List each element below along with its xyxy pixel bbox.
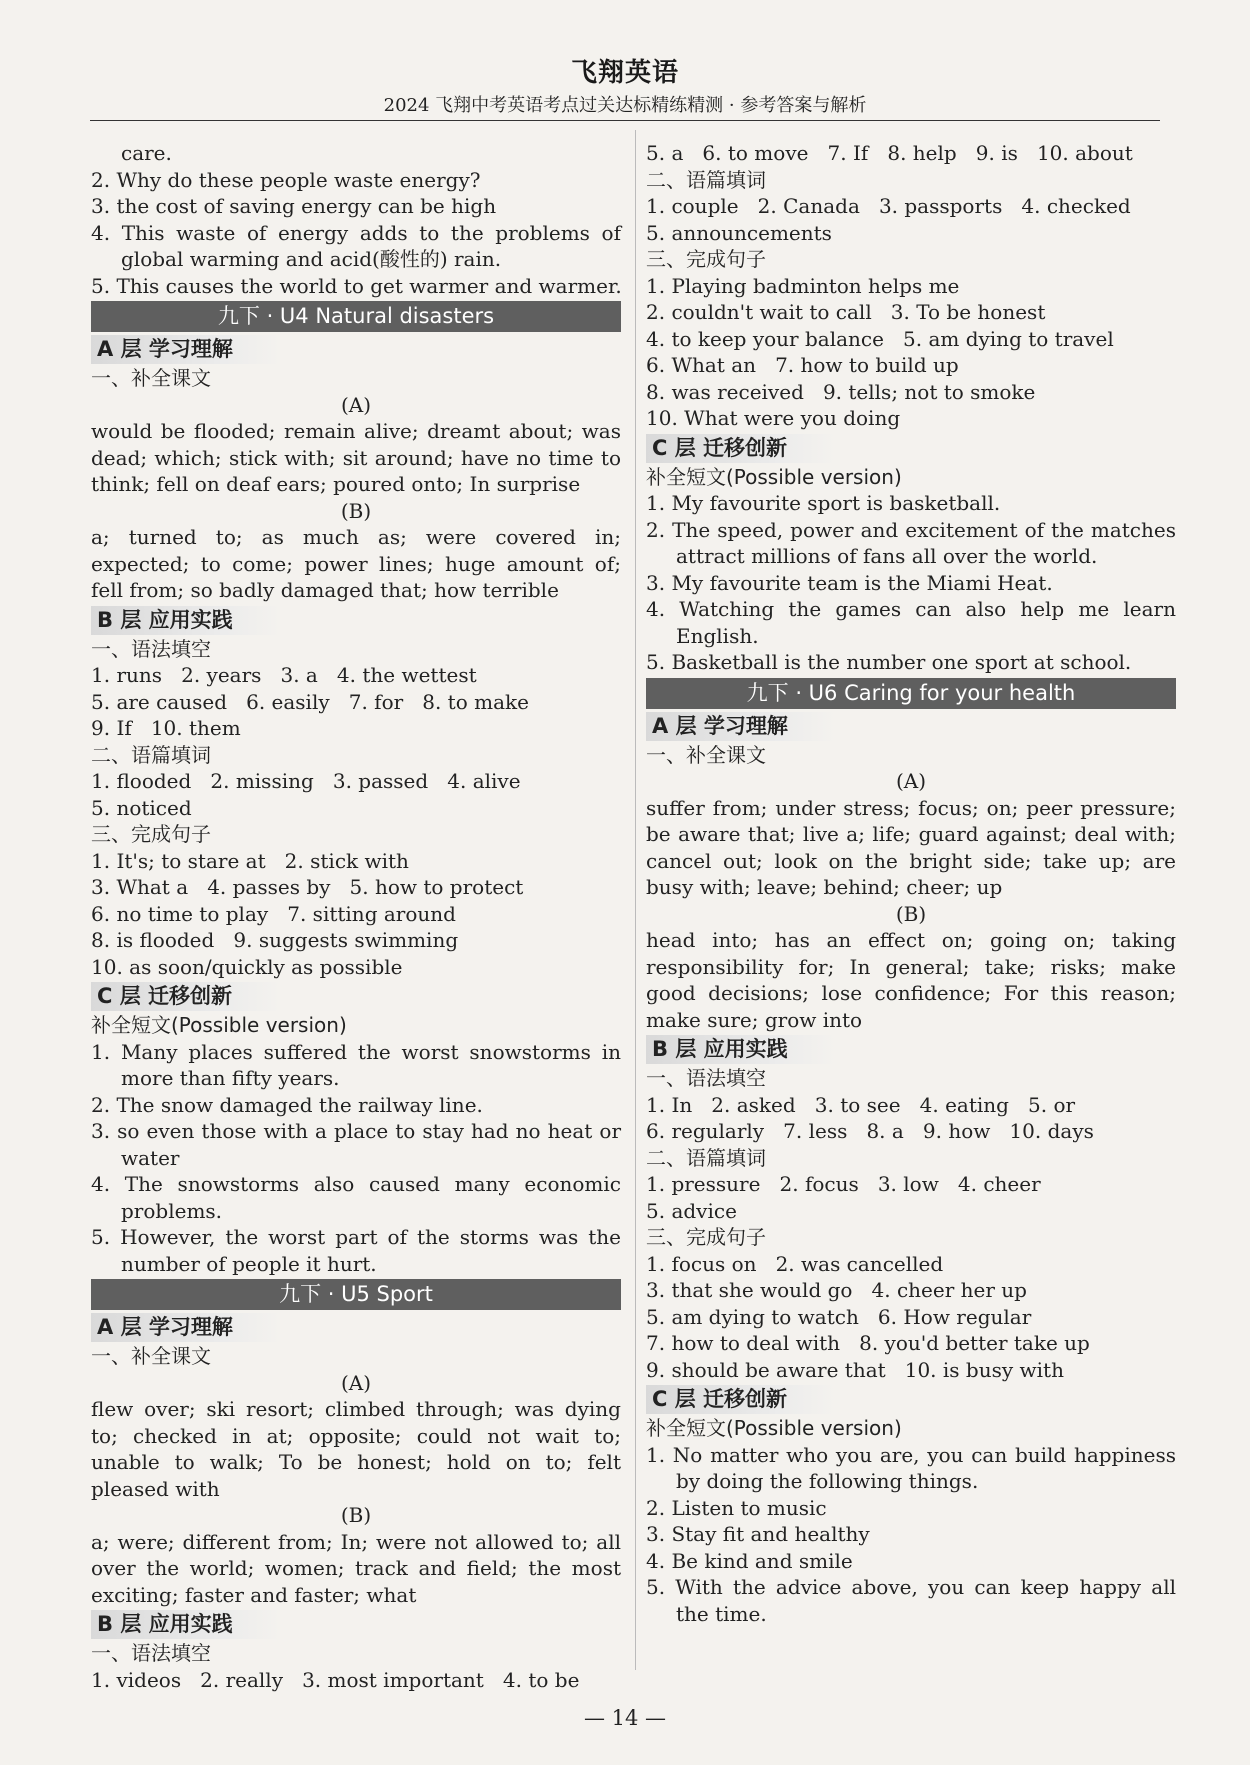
answer-line: 2. Listen to music [646, 1495, 827, 1520]
answer-line: 1. Playing badminton helps me [646, 273, 960, 298]
answer-line: 5. However, the worst part of the storms was the number of people it hurt. [91, 1225, 621, 1276]
intro-line: care. [121, 141, 172, 165]
level-a-heading: A 层 学习理解 [646, 712, 836, 741]
section-heading: 补全短文(Possible version) [646, 1416, 902, 1440]
section-heading: 一、补全课文 [91, 1344, 211, 1368]
answer-line: 1. pressure 2. focus 3. low 4. cheer [646, 1172, 1041, 1196]
section-heading: 一、语法填空 [91, 636, 211, 661]
unit-title-u6: 九下 · U6 Caring for your health [646, 678, 1176, 709]
book-subtitle: 2024 飞翔中考英语考点过关达标精练精测 · 参考答案与解析 [90, 91, 1160, 121]
answer-line: 5. Basketball is the number one sport at school. [646, 650, 1132, 674]
answer-line: 1. In 2. asked 3. to see 4. eating 5. or [646, 1092, 1076, 1117]
answer-line: 3. Stay fit and healthy [646, 1522, 870, 1546]
brand-logo: 飞翔英语 [570, 58, 679, 88]
passage-mark: (A) [895, 769, 927, 793]
level-a-heading: A 层 学习理解 [91, 335, 281, 364]
intro-line: 2. Why do these people waste energy? [91, 167, 481, 192]
passage-mark: (B) [895, 901, 927, 926]
answer-line: 3. My favourite team is the Miami Heat. [646, 570, 1053, 595]
level-b-heading: B 层 应用实践 [91, 1610, 281, 1639]
passage-mark: (A) [340, 1370, 372, 1395]
level-c-heading: C 层 迁移创新 [646, 1385, 836, 1414]
intro-line: 3. the cost of saving energy can be high [91, 194, 497, 218]
intro-line: 5. This causes the world to get warmer and warmer. [91, 273, 622, 298]
answer-paragraph: head into; has an effect on; going on; taking responsibility for; In general; take; risks; make good decisions; lose confidence; For this reason; make sure; grow into [646, 928, 1176, 1032]
answer-line: 5. am dying to watch 6. How regular [646, 1304, 1032, 1329]
answer-line: 2. The snow damaged the railway line. [91, 1092, 483, 1117]
answer-paragraph: suffer from; under stress; focus; on; peer pressure; be aware that; live a; life; guard against; deal with; cancel out; look on the bright side; take up; are busy with; leave; behind; cheer; up [646, 795, 1176, 899]
answer-line: 6. What an 7. how to build up [646, 353, 959, 377]
answer-line: 3. so even those with a place to stay had no heat or water [91, 1119, 621, 1170]
answer-line: 1. No matter who you are, you can build happiness by doing the following things. [646, 1442, 1176, 1493]
answer-line: 1. videos 2. really 3. most important 4. to be [91, 1667, 580, 1692]
level-b-heading: B 层 应用实践 [646, 1035, 836, 1064]
passage-mark: (B) [340, 498, 372, 523]
page-number: — 14 — [583, 1706, 667, 1730]
answer-line: 5. are caused 6. easily 7. for 8. to make [91, 689, 529, 714]
intro-line: 4. This waste of energy adds to the problems of global warming and acid(酸性的) rain. [91, 220, 621, 271]
section-heading: 三、完成句子 [91, 822, 211, 846]
section-heading: 一、补全课文 [91, 366, 211, 390]
answer-line: 5. noticed [91, 795, 192, 820]
answer-line: 9. should be aware that 10. is busy with [646, 1357, 1064, 1382]
section-heading: 三、完成句子 [646, 247, 766, 271]
answer-line: 4. The snowstorms also caused many economic problems. [91, 1172, 621, 1223]
answer-paragraph: would be flooded; remain alive; dreamt about; was dead; which; stick with; sit around; have no time to think; fell on deaf ears; poured onto; In surprise [91, 419, 621, 496]
passage-mark: (A) [340, 392, 372, 417]
answer-line: 8. was received 9. tells; not to smoke [646, 379, 1036, 404]
page-header [90, 55, 1160, 127]
answer-line: 1. flooded 2. missing 3. passed 4. alive [91, 769, 521, 793]
section-heading: 三、完成句子 [646, 1225, 766, 1249]
answer-line: 1. runs 2. years 3. a 4. the wettest [91, 663, 477, 687]
right-column [646, 140, 1176, 1627]
answer-line: 5. With the advice above, you can keep happy all the time. [646, 1575, 1176, 1626]
section-heading: 补全短文(Possible version) [91, 1013, 347, 1037]
column-divider [635, 130, 636, 1670]
level-c-heading: C 层 迁移创新 [91, 982, 281, 1011]
answer-line: 7. how to deal with 8. you'd better take up [646, 1331, 1090, 1355]
answer-line: 5. advice [646, 1198, 737, 1223]
level-b-heading: B 层 应用实践 [91, 606, 281, 635]
answer-line: 9. If 10. them [91, 716, 241, 740]
answer-line: 8. is flooded 9. suggests swimming [91, 928, 459, 952]
answer-line: 6. regularly 7. less 8. a 9. how 10. days [646, 1119, 1094, 1143]
level-c-heading: C 层 迁移创新 [646, 434, 836, 463]
answer-line: 1. focus on 2. was cancelled [646, 1251, 944, 1276]
answer-line: 3. What a 4. passes by 5. how to protect [91, 875, 524, 899]
answer-paragraph: flew over; ski resort; climbed through; was dying to; checked in at; opposite; could not wait to; unable to walk; To be honest; hold on to; felt pleased with [91, 1397, 621, 1501]
section-heading: 一、补全课文 [646, 742, 766, 767]
level-a-heading: A 层 学习理解 [91, 1313, 281, 1342]
answer-line: 1. couple 2. Canada 3. passports 4. checked [646, 194, 1131, 218]
passage-mark: (B) [340, 1503, 372, 1527]
unit-title-u5: 九下 · U5 Sport [91, 1279, 621, 1310]
answer-line: 10. as soon/quickly as possible [91, 954, 403, 979]
section-heading: 补全短文(Possible version) [646, 464, 902, 489]
section-heading: 二、语篇填词 [646, 167, 766, 192]
section-heading: 一、语法填空 [646, 1066, 766, 1090]
answer-paragraph: a; were; different from; In; were not allowed to; all over the world; women; track and field; the most exciting; faster and faster; what [91, 1529, 621, 1607]
section-heading: 二、语篇填词 [91, 742, 211, 767]
answer-line: 5. announcements [646, 220, 832, 245]
answer-line: 5. a 6. to move 7. If 8. help 9. is 10. about [646, 141, 1133, 165]
answer-line: 6. no time to play 7. sitting around [91, 901, 456, 926]
answer-line: 4. Be kind and smile [646, 1548, 853, 1573]
answer-line: 1. My favourite sport is basketball. [646, 491, 1001, 515]
answer-paragraph: a; turned to; as much as; were covered in; expected; to come; power lines; huge amount of; fell from; so badly damaged that; how terrible [91, 525, 621, 602]
answer-line: 1. Many places suffered the worst snowstorms in more than fifty years. [91, 1039, 621, 1090]
answer-line: 10. What were you doing [646, 406, 901, 430]
section-heading: 二、语篇填词 [646, 1145, 766, 1170]
left-column [91, 140, 621, 1693]
answer-line: 3. that she would go 4. cheer her up [646, 1278, 1027, 1302]
unit-title-u4: 九下 · U4 Natural disasters [91, 301, 621, 332]
section-heading: 一、语法填空 [91, 1641, 211, 1665]
answer-line: 2. couldn't wait to call 3. To be honest [646, 300, 1046, 324]
answer-line: 1. It's; to stare at 2. stick with [91, 848, 409, 873]
answer-line: 2. The speed, power and excitement of the matches attract millions of fans all over the world. [646, 517, 1176, 568]
answer-line: 4. to keep your balance 5. am dying to travel [646, 326, 1114, 351]
answer-line: 4. Watching the games can also help me learn English. [646, 597, 1176, 648]
